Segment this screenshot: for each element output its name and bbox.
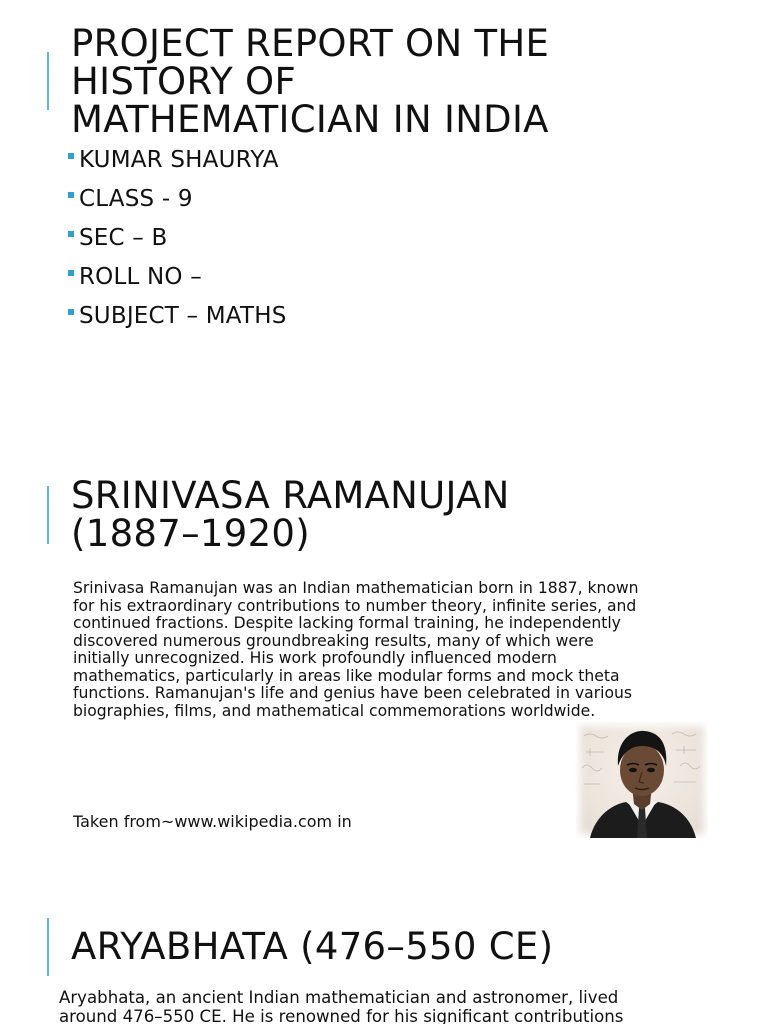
bullet-text: SUBJECT – MATHS [79,303,287,329]
source-citation: Taken from~www.wikipedia.com in [73,812,352,831]
square-bullet-icon [68,153,74,159]
slide1-title-line-2: HISTORY OF [71,60,297,103]
body-line: continued fractions. Despite lacking formal training, he independently [73,614,621,632]
slide1-title-line-3: MATHEMATICIAN IN INDIA [71,98,549,141]
body-line: initially unrecognized. His work profoundly influenced modern [73,649,557,667]
slide3-accent-bar [47,918,49,976]
bullet-text: CLASS - 9 [79,186,193,212]
slide2-title [71,474,510,555]
slide3-title: ARYABHATA (476–550 CE) [71,925,554,968]
square-bullet-icon [68,270,74,276]
body-line: for his extraordinary contributions to number theory, infinite series, and [73,596,637,615]
slide3-body-paragraph [59,988,739,1024]
slide2-accent-bar [47,486,49,544]
square-bullet-icon [68,192,74,198]
slide1-title [71,22,550,141]
body-line: biographies, films, and mathematical commemorations worldwide. [73,701,596,720]
square-bullet-icon [68,231,74,237]
body-line: functions. Ramanujan's life and genius have been celebrated in various [73,684,633,702]
bullet-text: ROLL NO – [79,264,202,290]
bullet-item-class [68,185,287,224]
bullet-item-section [68,224,287,263]
body-line: discovered numerous groundbreaking results, many of which were [73,631,594,650]
slide2-title-line-2: (1887–1920) [71,512,310,555]
body-line: mathematics, particularly in areas like modular forms and mock theta [73,666,620,685]
bullet-text: KUMAR SHAURYA [79,147,279,173]
portrait-illustration [576,722,708,838]
slide2-title-line-1: SRINIVASA RAMANUJAN [71,474,510,517]
slide2-body-paragraph [73,580,683,720]
body-line: Aryabhata, an ancient Indian mathematician and astronomer, lived [59,988,619,1007]
bullet-item-roll [68,263,287,302]
slide1-bullet-list [68,146,287,341]
square-bullet-icon [68,309,74,315]
bullet-item-subject [68,302,287,341]
ramanujan-portrait-image [576,722,708,838]
bullet-item-name [68,146,287,185]
slide1-title-line-1: PROJECT REPORT ON THE [71,22,550,65]
bullet-text: SEC – B [79,225,168,251]
body-line: around 476–550 CE. He is renowned for his significant contributions [59,1007,624,1024]
slide1-accent-bar [47,52,49,110]
body-line: Srinivasa Ramanujan was an Indian mathematician born in 1887, known [73,579,639,597]
